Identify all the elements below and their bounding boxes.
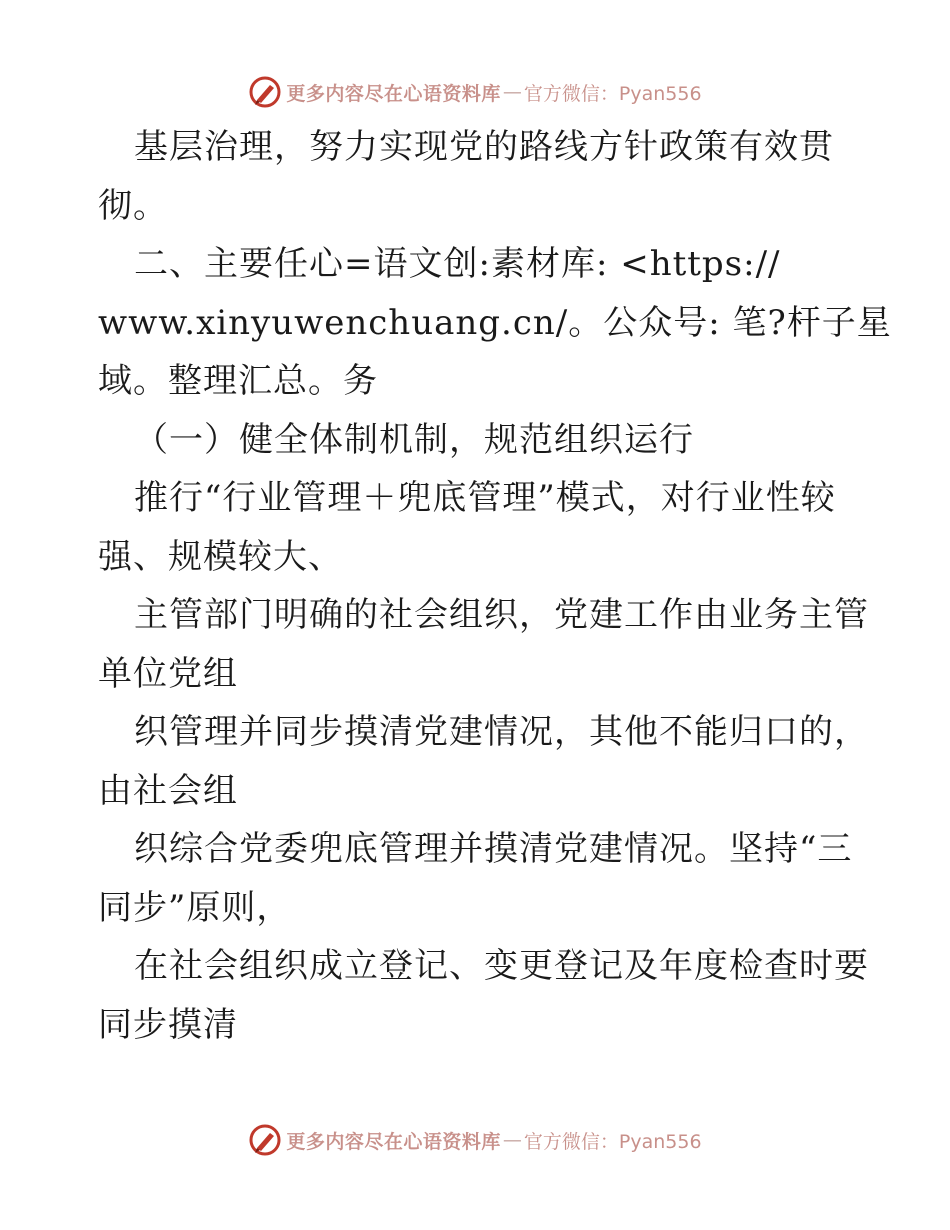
body-line: 推行“行业管理＋兜底管理”模式，对行业性较 [134, 478, 836, 518]
watermark-separator: — [502, 81, 522, 103]
body-line: 彻。 [98, 185, 168, 226]
body-line: www.xinyuwenchuang.cn/。公众号: 笔?杆子星 [98, 302, 892, 343]
body-line: 在社会组织成立登记、变更登记及年度检查时要 [134, 946, 869, 986]
watermark-site: 更多内容尽在心语资料库 [286, 1130, 501, 1153]
body-line: 织综合党委兜底管理并摸清党建情况。坚持“三 [134, 829, 853, 869]
body-line: 织管理并同步摸清党建情况，其他不能归口的， [134, 712, 869, 752]
pen-logo-icon [248, 75, 282, 109]
body-line: 主管部门明确的社会组织，党建工作由业务主管 [134, 595, 869, 635]
body-line: 基层治理，努力实现党的路线方针政策有效贯 [134, 127, 834, 167]
watermark-wechat: 官方微信：Pyan556 [523, 1130, 702, 1153]
body-line: 域。整理汇总。务 [98, 361, 378, 401]
body-line: 同步”原则， [98, 887, 292, 928]
document-body [98, 118, 892, 1054]
body-line: 由社会组 [98, 770, 238, 811]
body-line: 强、规模较大、 [98, 536, 343, 577]
watermark-site: 更多内容尽在心语资料库 [286, 82, 501, 105]
footer-watermark [0, 1120, 950, 1160]
header-watermark [0, 72, 950, 112]
body-line: 单位党组 [98, 653, 238, 694]
pen-logo-icon [248, 1123, 282, 1157]
section-heading: （一）健全体制机制，规范组织运行 [134, 419, 694, 460]
body-line: 同步摸清 [98, 1004, 238, 1045]
watermark-separator: — [502, 1129, 522, 1151]
watermark-wechat: 官方微信：Pyan556 [523, 82, 702, 105]
body-line: 二、主要任心=语文创:素材库: <https:// [134, 244, 781, 284]
